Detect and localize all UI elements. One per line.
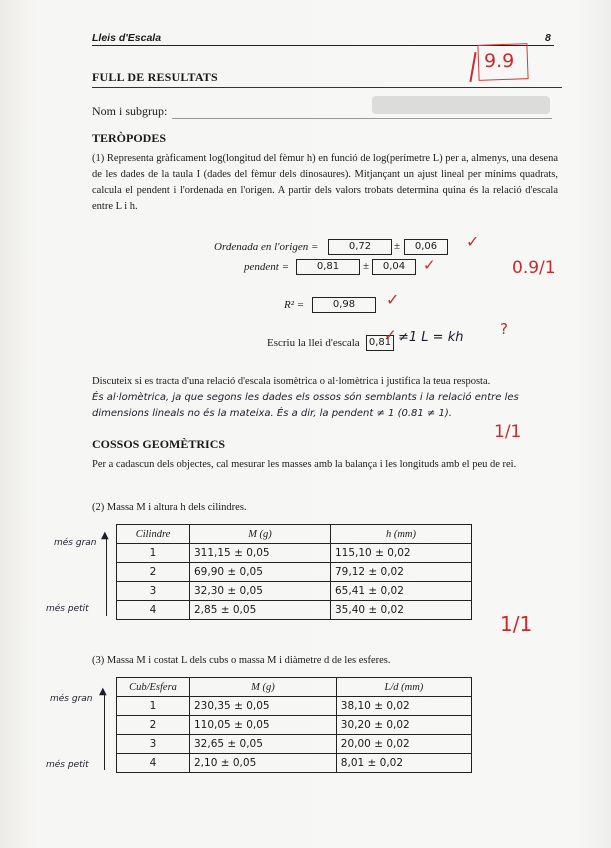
cell: 3: [117, 582, 190, 601]
table-header-row: [117, 678, 472, 697]
table-row: [117, 563, 472, 582]
slope-value: 0,81: [296, 259, 360, 275]
theropods-heading: TERÒPODES: [92, 131, 167, 145]
mass-value: 32,30: [194, 585, 225, 597]
slope-label: pendent =: [244, 261, 289, 273]
cell: 2: [117, 716, 190, 735]
geometric-intro: Per a cadascun dels objectes, cal mesurar les masses amb la balança i les longituds amb el peu de rei.: [92, 459, 517, 470]
name-label: Nom i subgrup:: [92, 104, 168, 118]
cell: [331, 544, 472, 563]
cell: 1: [117, 697, 190, 716]
table-row: [117, 601, 472, 620]
answer-line-1: És al·lomètrica, ja que segons les dades els ossos són semblants i la relació entre les: [92, 392, 519, 403]
length-error: ± 0,02: [368, 566, 404, 578]
mass-error: ± 0,05: [220, 604, 257, 616]
length-value: 115,10: [335, 547, 372, 559]
length-error: ± 0,02: [375, 547, 411, 559]
cell: [190, 754, 337, 773]
length-error: ± 0,02: [368, 604, 404, 616]
header-title: Lleis d'Escala: [92, 32, 162, 44]
length-value: 79,12: [335, 566, 366, 578]
mass-error: ± 0,05: [220, 757, 257, 769]
r2-label: R² =: [284, 299, 305, 311]
cell: [190, 582, 331, 601]
cell: 4: [117, 601, 190, 620]
check-icon: ✓: [466, 232, 480, 251]
cell: 2: [117, 563, 190, 582]
title-rule: [92, 87, 562, 88]
intercept-error: 0,06: [404, 239, 448, 255]
mass-error: ± 0,05: [234, 719, 270, 731]
check-icon: ✓: [386, 290, 400, 309]
col-header: L/d (mm): [336, 678, 471, 697]
cell: [336, 735, 471, 754]
table-row: [117, 697, 472, 716]
bigger-label: més gran: [54, 538, 97, 548]
check-icon: ✓: [423, 256, 436, 274]
length-value: 38,10: [340, 700, 371, 712]
cell: [336, 697, 471, 716]
col-header: Cilindre: [117, 525, 190, 544]
bigger-label: més gran: [50, 694, 93, 704]
grade-mark: 9.9: [484, 50, 515, 72]
length-value: 35,40: [335, 604, 366, 616]
question-mark-icon: ?: [500, 320, 508, 338]
cell: [190, 544, 331, 563]
law-label: Escriu la llei d'escala: [267, 337, 360, 349]
cell: [331, 582, 472, 601]
table-row: [117, 735, 472, 754]
check-icon: ✓: [384, 326, 397, 344]
mass-error: ± 0,05: [234, 547, 270, 559]
cylinders-table: [116, 524, 472, 620]
intercept-label: Ordenada en l'origen =: [214, 241, 319, 253]
intercept-value: 0,72: [328, 239, 392, 255]
law-note: ≠1 L = kh: [398, 330, 464, 345]
col-header: h (mm): [331, 525, 472, 544]
name-redacted: [372, 96, 550, 114]
intercept-pm: ±: [394, 240, 401, 252]
name-line: [172, 118, 552, 119]
mass-value: 32,65: [194, 738, 225, 750]
table-row: [117, 754, 472, 773]
length-value: 30,20: [340, 719, 371, 731]
cell: [190, 601, 331, 620]
length-value: 8,01: [340, 757, 365, 769]
mass-value: 69,90: [194, 566, 225, 578]
mass-error: ± 0,05: [234, 700, 270, 712]
mass-value: 311,15: [194, 547, 231, 559]
length-error: ± 0,02: [374, 719, 410, 731]
cell: [336, 716, 471, 735]
mass-value: 2,10: [194, 757, 218, 769]
arrow-line: [104, 694, 105, 770]
answer-line-2: dimensions lineals no és la mateixa. És a dir, la pendent ≠ 1 (0.81 ≠ 1).: [92, 408, 452, 419]
arrow-line: [106, 538, 107, 616]
smaller-label: més petit: [46, 604, 89, 614]
q2-mark: 1/1: [500, 612, 533, 636]
length-error: ± 0,02: [374, 738, 410, 750]
arrow-up-icon: ▲: [99, 686, 107, 697]
cubes-spheres-table: [116, 677, 472, 773]
law-value: 0,81: [366, 335, 394, 351]
cell: 4: [117, 754, 190, 773]
page-number: 8: [545, 32, 551, 44]
mass-error: ± 0,05: [227, 585, 263, 597]
discuss-mark: 1/1: [494, 422, 522, 442]
length-error: ± 0,02: [374, 700, 410, 712]
sheet-title: FULL DE RESULTATS: [92, 70, 218, 84]
cell: [190, 735, 337, 754]
cell: [331, 601, 472, 620]
cell: [190, 563, 331, 582]
mass-error: ± 0,05: [227, 566, 263, 578]
cell: [190, 697, 337, 716]
length-value: 20,00: [340, 738, 371, 750]
table-header-row: [117, 525, 472, 544]
table-row: [117, 544, 472, 563]
arrow-up-icon: ▲: [101, 530, 109, 541]
table-row: [117, 582, 472, 601]
col-header: M (g): [190, 525, 331, 544]
geometric-heading: COSSOS GEOMÈTRICS: [92, 437, 226, 451]
smaller-label: més petit: [46, 760, 89, 770]
length-error: ± 0,02: [368, 585, 404, 597]
mass-value: 230,35: [194, 700, 231, 712]
col-header: M (g): [190, 678, 337, 697]
mass-value: 110,05: [194, 719, 231, 731]
mass-value: 2,85: [194, 604, 218, 616]
grade-tick: [469, 52, 476, 82]
cell: [331, 563, 472, 582]
q3-label: (3) Massa M i costat L dels cubs o massa M i diàmetre d de les esferes.: [92, 655, 391, 666]
discuss-question: Discuteix si es tracta d'una relació d'escala isomètrica o al·lomètrica i justifica la teua resposta.: [92, 376, 491, 387]
table-row: [117, 716, 472, 735]
length-error: ± 0,02: [367, 757, 404, 769]
cell: [190, 716, 337, 735]
mass-error: ± 0,05: [227, 738, 263, 750]
cell: 1: [117, 544, 190, 563]
cell: [336, 754, 471, 773]
score-mark: 0.9/1: [512, 258, 556, 278]
cell: 3: [117, 735, 190, 754]
theropods-instruction: (1) Representa gràficament log(longitud del fèmur h) en funció de log(perímetre L) per a, almenys, una desena de les dades de la taula I (dades del fèmur dels dinosaures). Mitjançant un ajust lineal per mínims quadrats, calcula el pendent i l'ordenada en l'origen. A partir dels valors trobats determina quina és la relació d'escala entre L i h.: [92, 153, 558, 212]
col-header: Cub/Esfera: [117, 678, 190, 697]
q2-label: (2) Massa M i altura h dels cilindres.: [92, 502, 247, 513]
slope-pm: ±: [363, 260, 370, 272]
length-value: 65,41: [335, 585, 366, 597]
r2-value: 0,98: [312, 297, 376, 313]
slope-error: 0,04: [372, 259, 416, 275]
